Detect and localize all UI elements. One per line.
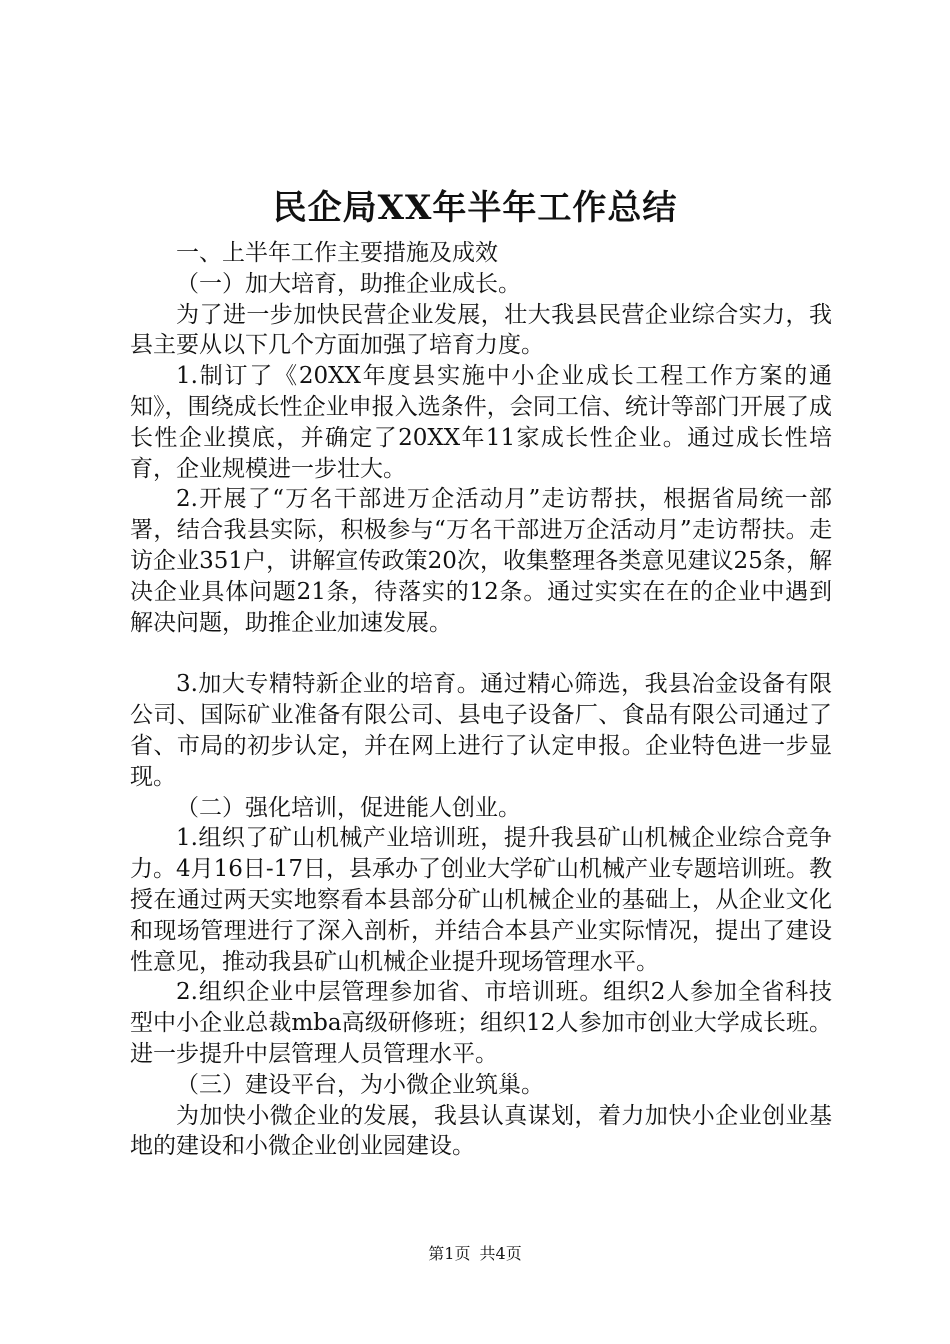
body-paragraph: 1.制订了《20XX年度县实施中小企业成长工程工作方案的通知》，围绕成长性企业申报入选条件，会同工信、统计等部门开展了成长性企业摸底，并确定了20XX年11家成长性企业。通过成长性培育，企业规模进一步壮大。 bbox=[130, 363, 832, 482]
page-number: 第1页 bbox=[428, 1244, 471, 1263]
body-paragraph: 为加快小微企业的发展，我县认真谋划，着力加快小企业创业基地的建设和小微企业创业园建设。 bbox=[130, 1102, 832, 1160]
subsection-heading: （三）建设平台，为小微企业筑巢。 bbox=[176, 1071, 544, 1098]
body-paragraph: 2.开展了“万名干部进万企活动月”走访帮扶，根据省局统一部署，结合我县实际，积极参与“万名干部进万企活动月”走访帮扶。走访企业351户，讲解宣传政策20次，收集整理各类意见建议25条，解决企业具体问题21条，待落实的12条。通过实实在在的企业中遇到解决问题，助推企业加速发展。 bbox=[130, 486, 832, 636]
body-paragraph: 2.组织企业中层管理参加省、市培训班。组织2人参加全省科技型中小企业总裁mba高级研修班；组织12人参加市创业大学成长班。进一步提升中层管理人员管理水平。 bbox=[130, 979, 832, 1067]
document-body bbox=[130, 238, 832, 1162]
body-paragraph: 3.加大专精特新企业的培育。通过精心筛选，我县冶金设备有限公司、国际矿业准备有限公司、县电子设备厂、食品有限公司通过了省、市局的初步认定，并在网上进行了认定申报。企业特色进一步显现。 bbox=[130, 671, 832, 790]
page-footer bbox=[0, 1243, 950, 1265]
body-paragraph: 1.组织了矿山机械产业培训班，提升我县矿山机械企业综合竞争力。4月16日-17日，县承办了创业大学矿山机械产业专题培训班。教授在通过两天实地察看本县部分矿山机械企业的基础上，从企业文化和现场管理进行了深入剖析，并结合本县产业实际情况，提出了建设性意见，推动我县矿山机械企业提升现场管理水平。 bbox=[130, 825, 832, 975]
page-total: 共4页 bbox=[479, 1244, 522, 1263]
document-title: 民企局XX年半年工作总结 bbox=[272, 188, 678, 228]
subsection-heading: （一）加大培育，助推企业成长。 bbox=[176, 270, 521, 297]
body-paragraph: 为了进一步加快民营企业发展，壮大我县民营企业综合实力，我县主要从以下几个方面加强了培育力度。 bbox=[130, 301, 832, 359]
subsection-heading: （二）强化培训，促进能人创业。 bbox=[176, 794, 521, 821]
section-heading: 一、上半年工作主要措施及成效 bbox=[176, 240, 498, 266]
